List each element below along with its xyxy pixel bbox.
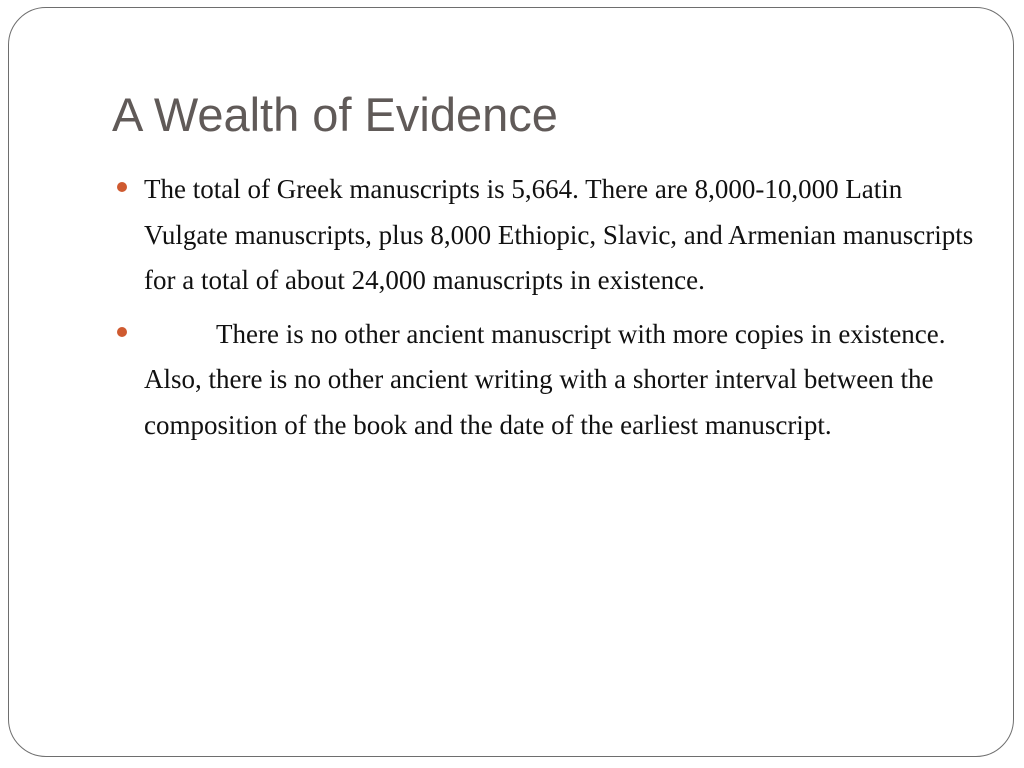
bullet-item-manuscript-totals [144,167,974,304]
bullet-list [144,167,974,456]
bullet-text: The total of Greek manuscripts is 5,664. There are 8,000-10,000 Latin Vulgate manuscripts, plus 8,000 Ethiopic, Slavic, and Armenian manuscripts for a total of about 24,000 manuscripts in existence. [144,174,974,295]
bullet-dot-icon [117,182,127,192]
slide-title: A Wealth of Evidence [112,88,558,141]
bullet-item-no-other-manuscript [144,312,974,449]
bullet-dot-icon [117,327,127,337]
bullet-text: There is no other ancient manuscript with more copies in existence. Also, there is no other ancient writing with a shorter interval between the composition of the book and the date of the earliest manuscript. [144,318,946,440]
